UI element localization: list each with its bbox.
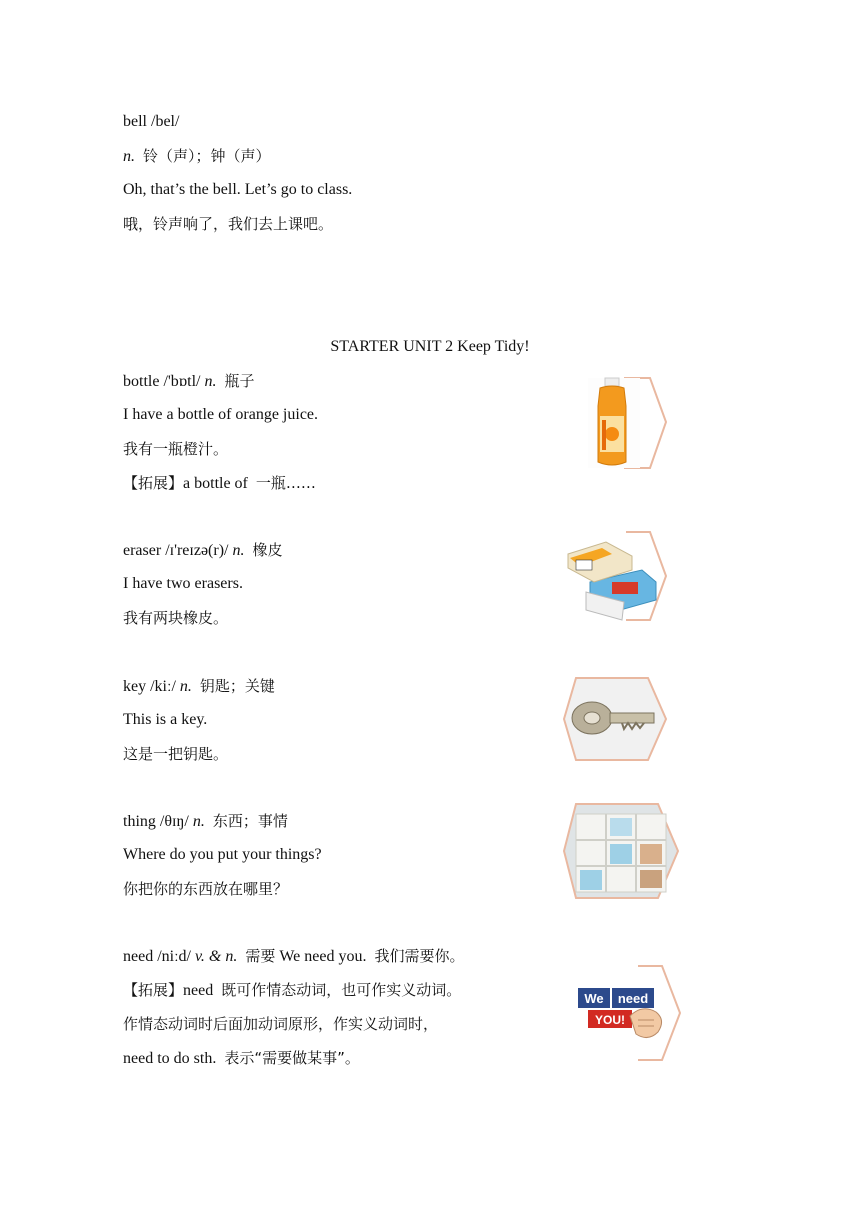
bell-example-en: Oh, that’s the bell. Let’s go to class. (123, 181, 353, 198)
eraser-example-cn: 我有两块橡皮。 (123, 609, 229, 627)
thing-example-en: Where do you put your things? (123, 846, 322, 863)
eraser-entry: eraser /ɪ'reɪzə(r)/ n. 橡皮 (123, 541, 283, 559)
key-image (562, 676, 668, 762)
erasers-image (562, 530, 668, 622)
bottle-example-cn: 我有一瓶橙汁。 (123, 440, 229, 458)
thing-entry: thing /θɪŋ/ n. 东西；事情 (123, 812, 288, 830)
key-example-en: This is a key. (123, 711, 208, 728)
need-extension: 【拓展】need 既可作情态动词，也可作实义动词。 (123, 981, 462, 999)
eraser-example-en: I have two erasers. (123, 575, 243, 592)
svg-text:need: need (617, 991, 649, 1006)
bell-example-cn: 哦，铃声响了，我们去上课吧。 (123, 215, 334, 233)
bell-definition: n. 铃（声）；钟（声） (123, 147, 271, 165)
key-entry: key /kiː/ n. 钥匙；关键 (123, 677, 275, 695)
need-extension-line-2: 作情态动词时后面加动词原形，作实义动词时， (123, 1015, 439, 1033)
bottle-example-en: I have a bottle of orange juice. (123, 406, 319, 423)
we-need-you-image (576, 964, 682, 1062)
svg-text:YOU!: YOU! (595, 1013, 625, 1027)
thing-example-cn: 你把你的东西放在哪里？ (123, 880, 289, 898)
shelf-things-image (562, 802, 680, 900)
need-extension-line-3: need to do sth. 表示“需要做某事”。 (123, 1049, 360, 1067)
orange-juice-bottle-image (562, 376, 668, 470)
need-entry: need /niːd/ v. & n. 需要 We need you. 我们需要你。 (123, 947, 465, 965)
unit-title: STARTER UNIT 2 Keep Tidy! (330, 338, 530, 355)
key-example-cn: 这是一把钥匙。 (123, 745, 229, 763)
svg-text:We: We (584, 991, 604, 1006)
bell-entry: bell /bel/ (123, 113, 180, 130)
bottle-extension: 【拓展】a bottle of 一瓶…… (123, 474, 316, 492)
bottle-entry: bottle /'bɒtl/ n. 瓶子 (123, 372, 255, 390)
